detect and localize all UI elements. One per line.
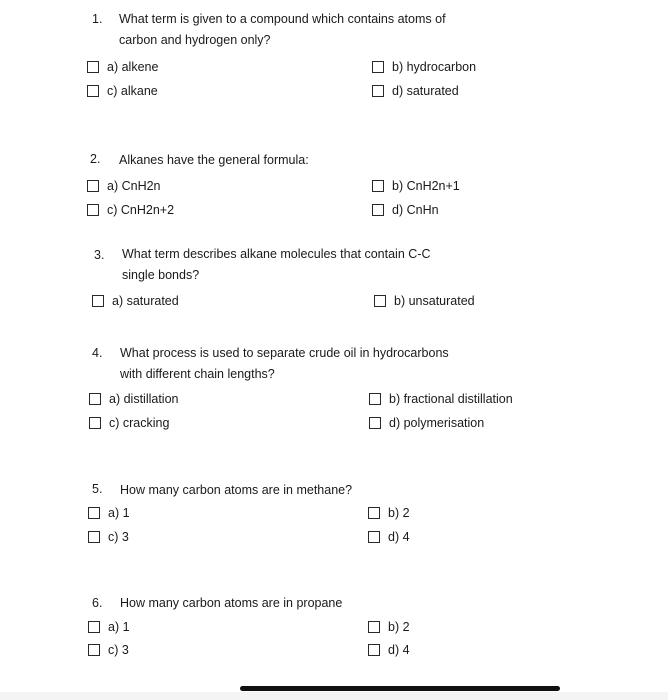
checkbox-icon[interactable] [89,417,101,429]
option-label: d) polymerisation [389,416,485,430]
question-number: 5. [92,482,103,496]
option-b[interactable] [369,392,513,406]
page-bottom-edge [0,692,668,700]
option-label: a) 1 [108,620,130,634]
option-label: a) distillation [109,392,179,406]
option-label: d) 4 [388,530,410,544]
option-a[interactable] [87,179,161,193]
home-indicator[interactable] [240,686,560,691]
question-text: What term describes alkane molecules that contain C-C single bonds? [122,247,431,282]
checkbox-icon[interactable] [368,621,380,633]
option-label: c) CnH2n+2 [107,203,175,217]
option-a[interactable] [87,60,158,74]
checkbox-icon[interactable] [88,507,100,519]
option-label: c) 3 [108,643,129,657]
question-number: 6. [92,596,103,610]
option-c[interactable] [88,530,129,544]
option-label: a) alkene [107,60,159,74]
option-c[interactable] [87,84,158,98]
checkbox-icon[interactable] [89,393,101,405]
checkbox-icon[interactable] [88,644,100,656]
checkbox-icon[interactable] [372,85,384,97]
option-label: d) 4 [388,643,410,657]
option-label: a) saturated [112,294,179,308]
option-label: c) cracking [109,416,170,430]
question-number: 1. [92,12,103,26]
question-text: What process is used to separate crude oil in hydrocarbons with different chain lengths? [120,346,449,381]
option-d[interactable] [372,84,459,98]
checkbox-icon[interactable] [92,295,104,307]
option-d[interactable] [368,643,410,657]
option-label: b) unsaturated [394,294,475,308]
option-d[interactable] [372,203,439,217]
option-d[interactable] [368,530,410,544]
checkbox-icon[interactable] [372,61,384,73]
checkbox-icon[interactable] [87,180,99,192]
option-label: d) saturated [392,84,459,98]
option-a[interactable] [92,294,179,308]
option-b[interactable] [374,294,475,308]
option-b[interactable] [372,60,476,74]
option-label: b) CnH2n+1 [392,179,460,193]
option-label: b) fractional distillation [389,392,513,406]
checkbox-icon[interactable] [88,531,100,543]
option-label: a) CnH2n [107,179,161,193]
option-label: b) 2 [388,620,410,634]
option-c[interactable] [89,416,169,430]
question-text: How many carbon atoms are in methane? [120,483,353,497]
checkbox-icon[interactable] [372,204,384,216]
option-c[interactable] [87,203,174,217]
option-b[interactable] [368,506,410,520]
question-number: 4. [92,346,103,360]
checkbox-icon[interactable] [87,204,99,216]
checkbox-icon[interactable] [372,180,384,192]
option-b[interactable] [368,620,410,634]
option-c[interactable] [88,643,129,657]
question-number: 2. [90,152,101,166]
option-label: d) CnHn [392,203,439,217]
option-a[interactable] [88,620,130,634]
option-d[interactable] [369,416,484,430]
option-label: b) 2 [388,506,410,520]
checkbox-icon[interactable] [368,644,380,656]
option-b[interactable] [372,179,460,193]
checkbox-icon[interactable] [369,393,381,405]
checkbox-icon[interactable] [369,417,381,429]
checkbox-icon[interactable] [87,61,99,73]
question-text: How many carbon atoms are in propane [120,596,343,610]
checkbox-icon[interactable] [374,295,386,307]
question-number: 3. [94,248,105,262]
checkbox-icon[interactable] [88,621,100,633]
option-a[interactable] [89,392,178,406]
checkbox-icon[interactable] [368,531,380,543]
checkbox-icon[interactable] [368,507,380,519]
option-label: a) 1 [108,506,130,520]
question-text: What term is given to a compound which contains atoms of carbon and hydrogen only? [119,12,446,47]
option-a[interactable] [88,506,130,520]
checkbox-icon[interactable] [87,85,99,97]
question-text: Alkanes have the general formula: [119,153,309,167]
option-label: c) alkane [107,84,158,98]
option-label: b) hydrocarbon [392,60,477,74]
option-label: c) 3 [108,530,129,544]
